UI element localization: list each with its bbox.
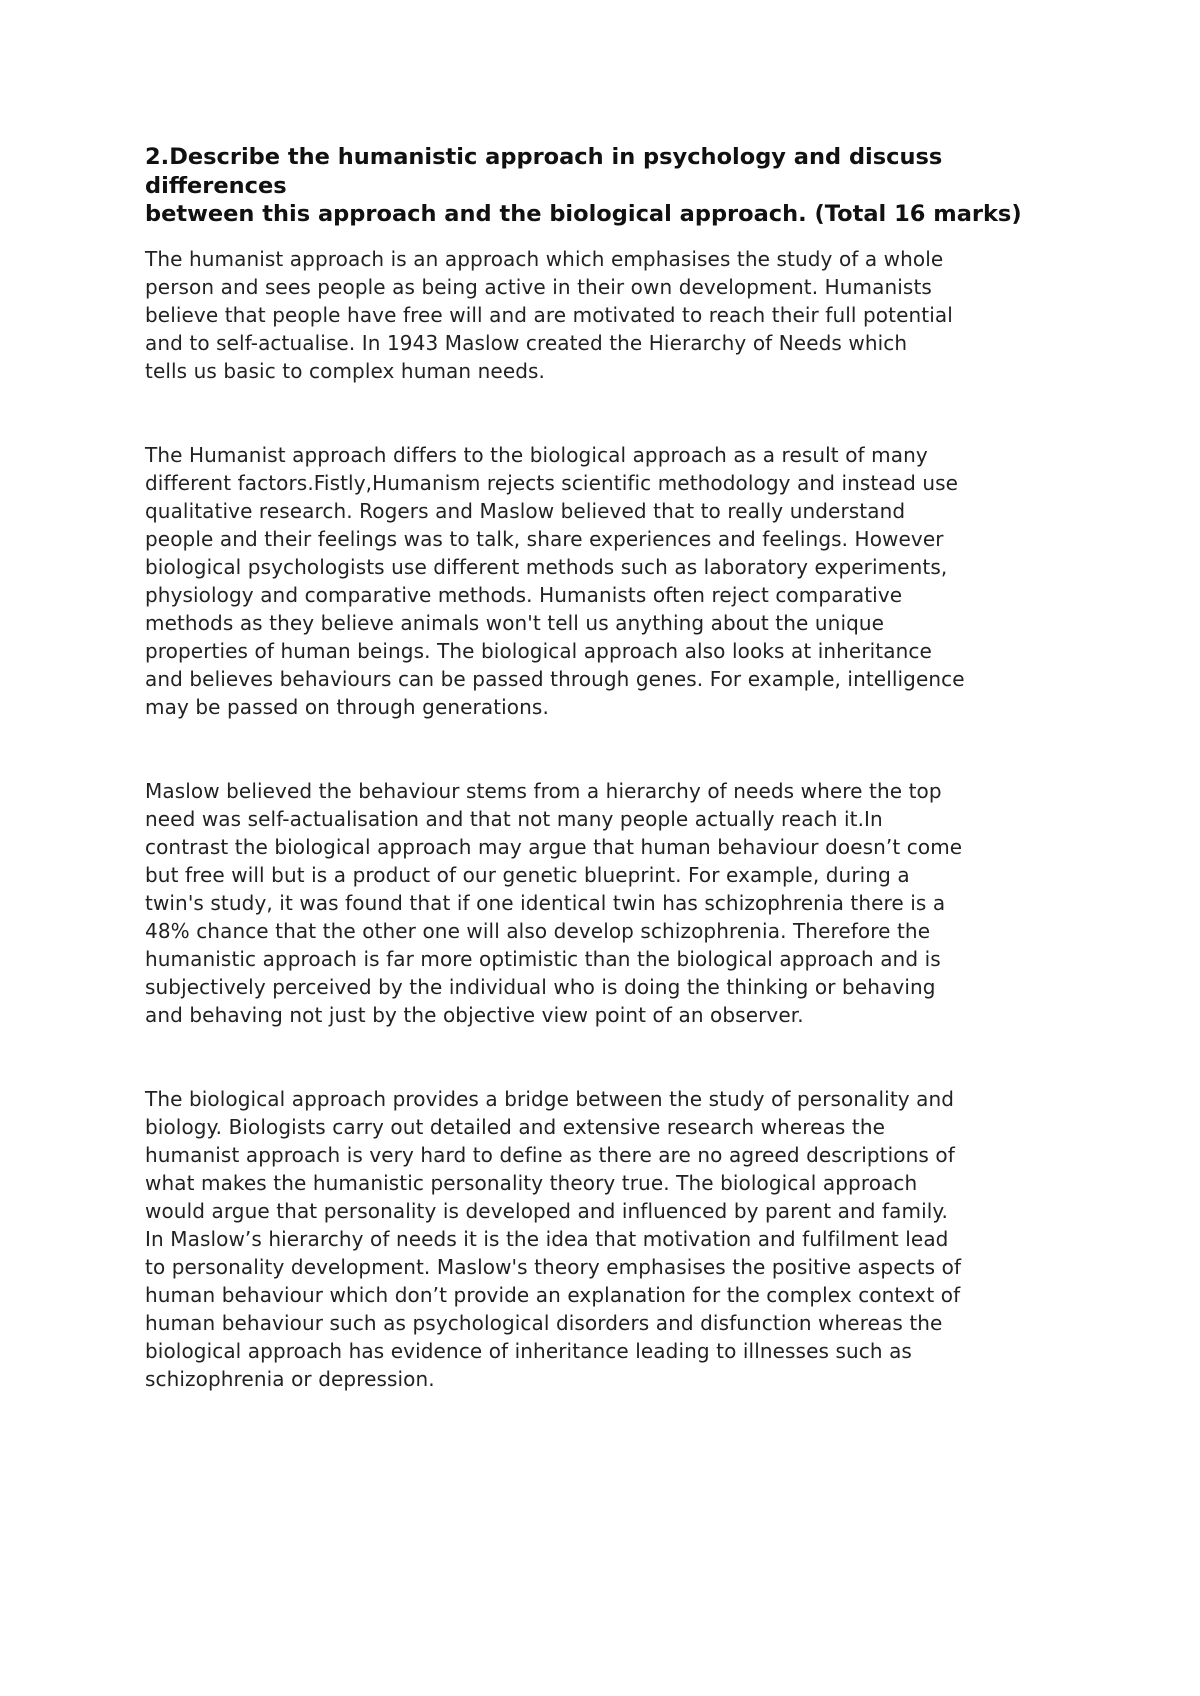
document-body bbox=[145, 143, 1070, 1393]
question-line-2: between this approach and the biological approach. (Total 16 marks) bbox=[145, 201, 1022, 227]
paragraph-humanist-intro: The humanist approach is an approach which emphasises the study of a whole person and sees people as being active in their own development. Humanists believe that people have free will and are motivated to reach their full potential and to self-actualise. In 1943 Maslow created the Hierarchy of Needs which tells us basic to complex human needs. bbox=[145, 246, 953, 383]
paragraph-differences: The Humanist approach differs to the biological approach as a result of many different factors.Fistly,Humanism rejects scientific methodology and instead use qualitative research. Rogers and Maslow believed that to really understand people and their feelings was to talk, share experiences and feelings. However biological psychologists use different methods such as laboratory experiments, physiology and comparative methods. Humanists often reject comparative methods as they believe animals won't tell us anything about the unique properties of human beings. The biological approach also looks at inheritance and believes behaviours can be passed through genes. For example, intelligence may be passed on through generations. bbox=[145, 442, 965, 719]
paragraph-maslow-hierarchy: Maslow believed the behaviour stems from a hierarchy of needs where the top need was self-actualisation and that not many people actually reach it.In contrast the biological approach may argue that human behaviour doesn’t come but free will but is a product of our genetic blueprint. For example, during a twin's study, it was found that if one identical twin has schizophrenia there is a 48% chance that the other one will also develop schizophrenia. Therefore the humanistic approach is far more optimistic than the biological approach and is subjectively perceived by the individual who is doing the thinking or behaving and behaving not just by the objective view point of an observer. bbox=[145, 778, 963, 1027]
paragraph-biological-bridge: The biological approach provides a bridge between the study of personality and biology. Biologists carry out detailed and extensive research whereas the humanist approach is very hard to define as there are no agreed descriptions of what makes the humanistic personality theory true. The biological approach would argue that personality is developed and influenced by parent and family. In Maslow’s hierarchy of needs it is the idea that motivation and fulfilment lead to personality development. Maslow's theory emphasises the positive aspects of human behaviour which don’t provide an explanation for the complex context of human behaviour such as psychological disorders and disfunction whereas the biological approach has evidence of inheritance leading to illnesses such as schizophrenia or depression. bbox=[145, 1086, 962, 1391]
question-line-1: 2.Describe the humanistic approach in psychology and discuss differences bbox=[145, 144, 943, 199]
question-heading bbox=[145, 143, 1070, 229]
